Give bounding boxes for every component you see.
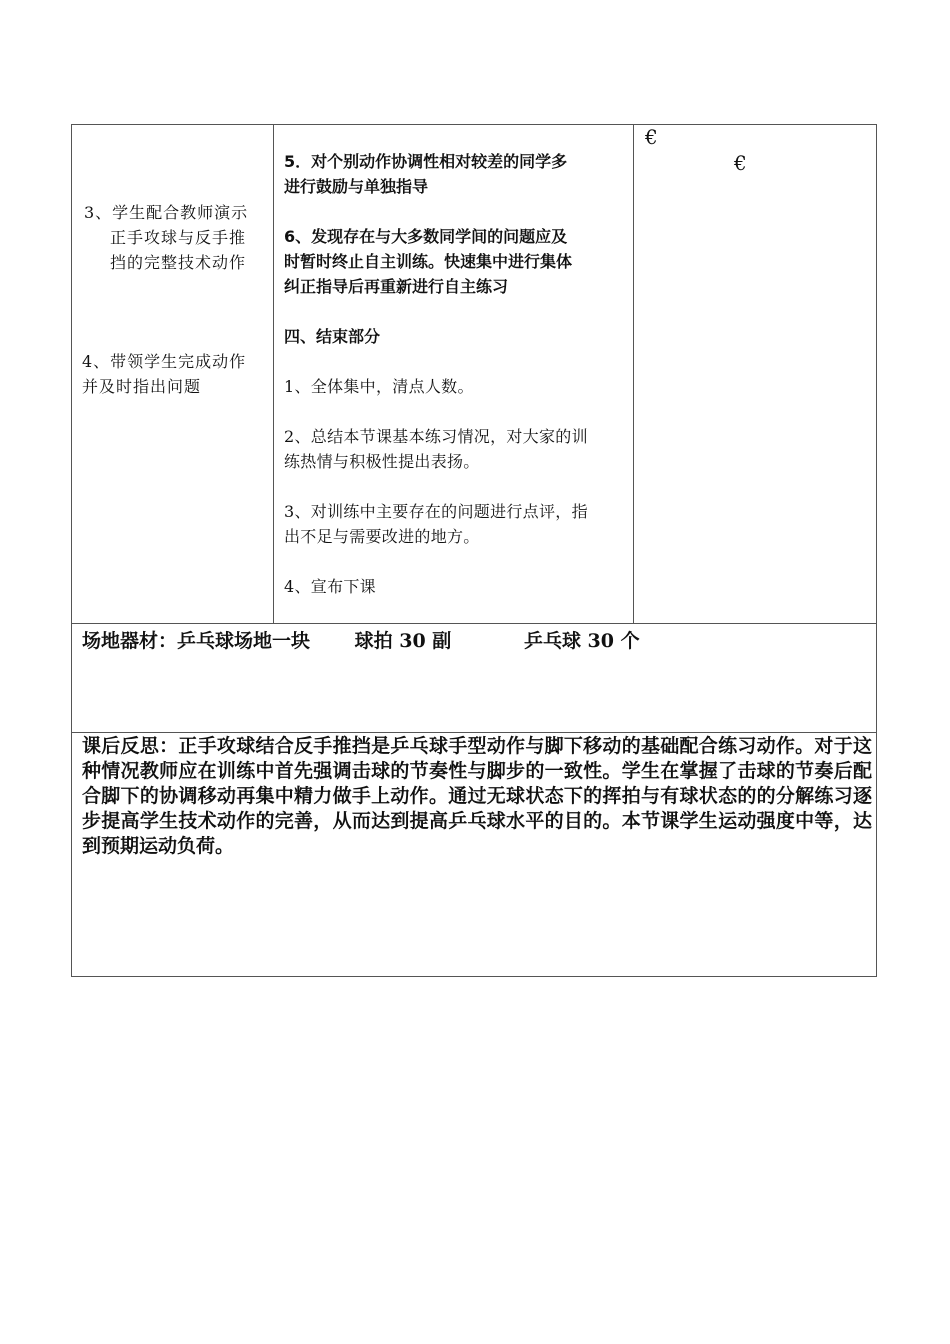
equipment-row	[82, 626, 640, 653]
equipment-label: 场地器材：乒乓球场地一块	[82, 630, 311, 652]
equipment-balls: 乒乓球 30 个	[523, 630, 640, 652]
end-item-1: 1、全体集中，清点人数。	[284, 377, 474, 396]
end-item-2-line2: 练热情与积极性提出表扬。	[284, 452, 480, 471]
teacher-item-4-line2: 并及时指出问题	[82, 377, 202, 396]
paragraph-mark-1: €	[645, 125, 658, 149]
org-item-5-line1: 5．对个别动作协调性相对较差的同学多	[284, 152, 568, 171]
end-item-3-line2: 出不足与需要改进的地方。	[284, 527, 480, 546]
column-divider-1	[273, 125, 274, 623]
teacher-item-3	[84, 200, 269, 275]
end-item-2-line1: 2、总结本节课基本练习情况，对大家的训	[284, 427, 588, 446]
equipment-rackets: 球拍 30 副	[354, 630, 452, 652]
teacher-item-3-line1: 3、学生配合教师演示	[84, 203, 249, 222]
end-item-4: 4、宣布下课	[284, 577, 376, 596]
organization-column	[284, 149, 629, 599]
paragraph-mark-2: €	[734, 151, 747, 175]
teacher-item-4-line1: 4、带领学生完成动作	[82, 352, 247, 371]
org-item-6-line2: 时暂时终止自主训练。快速集中进行集体	[284, 252, 573, 271]
teacher-item-3-line3: 挡的完整技术动作	[110, 253, 247, 272]
org-item-6-line3: 纠正指导后再重新进行自主练习	[284, 277, 509, 296]
org-item-5-line2: 进行鼓励与单独指导	[284, 177, 429, 196]
row-divider-2	[72, 732, 876, 733]
lesson-plan-table	[71, 124, 877, 977]
teacher-item-3-line2: 正手攻球与反手推	[110, 228, 247, 247]
end-item-3-line1: 3、对训练中主要存在的问题进行点评，指	[284, 502, 588, 521]
teacher-item-4	[82, 349, 272, 399]
row-divider-1	[72, 623, 876, 624]
section-title-ending: 四、结束部分	[284, 327, 381, 346]
column-divider-2	[633, 125, 634, 623]
post-class-reflection: 课后反思：正手攻球结合反手推挡是乒乓球手型动作与脚下移动的基础配合练习动作。对于这种情况教师应在训练中首先强调击球的节奏性与脚步的一致性。学生在掌握了击球的节奏后配合脚下的协调移动再集中精力做手上动作。通过无球状态下的挥拍与有球状态的的分解练习逐步提高学生技术动作的完善，从而达到提高乒乓球水平的目的。本节课学生运动强度中等，达到预期运动负荷。	[82, 735, 872, 857]
org-item-6-line1: 6、发现存在与大多数同学间的问题应及	[284, 227, 568, 246]
